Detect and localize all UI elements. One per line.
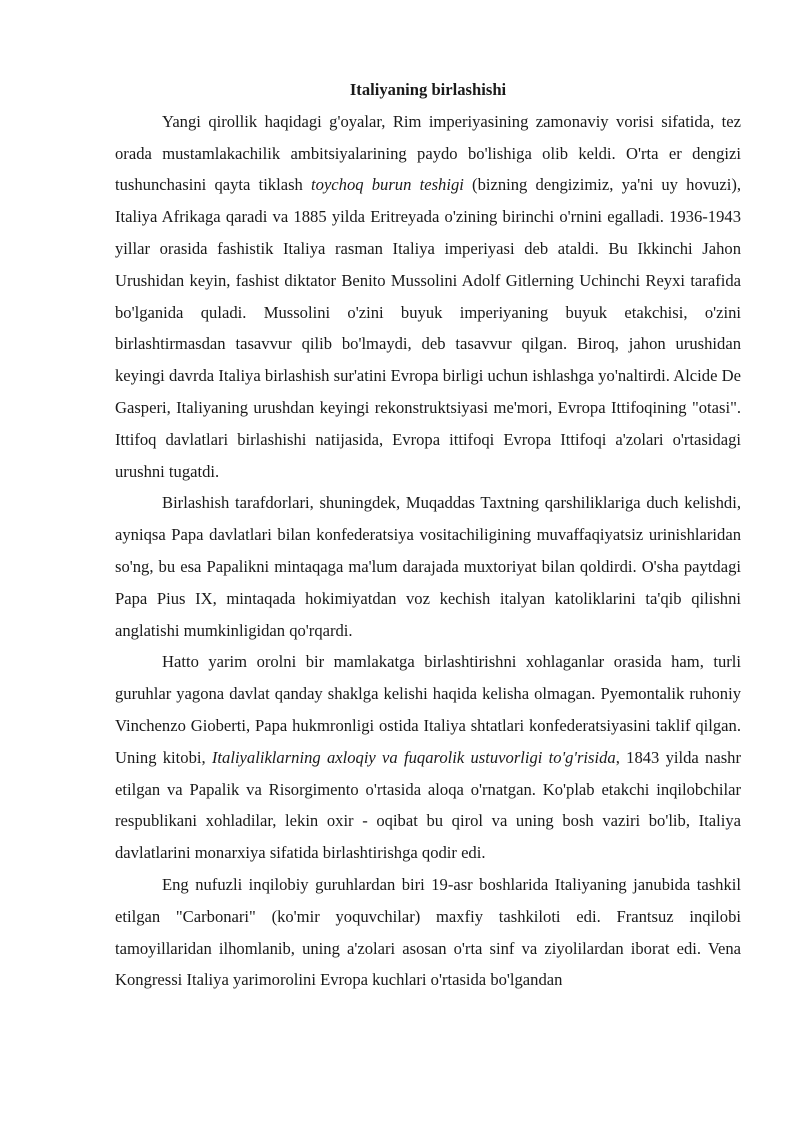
paragraph-1 <box>115 106 741 488</box>
paragraph-2: Birlashish tarafdorlari, shuningdek, Muqaddas Taxtning qarshiliklariga duch kelishdi, ayniqsa Papa davlatlari bilan konfederatsiya vositachiligining muvaffaqiyatsiz urinishlaridan so'ng, bu esa Papalikni mintaqaga ma'lum darajada muxtoriyat bilan qoldirdi. O'sha paytdagi Papa Pius IX, mintaqada hokimiyatdan voz kechish italyan katoliklarini ta'qib qilishni anglatishi mumkinligidan qo'rqardi. <box>115 493 741 640</box>
book-title-italic: Italiyaliklarning axloqiy va fuqarolik ustuvorligi to'g'risida <box>211 747 616 767</box>
document-title: Italiyaning birlashishi <box>349 80 507 99</box>
paragraph-4: Eng nufuzli inqilobiy guruhlardan biri 19-asr boshlarida Italiyaning janubida tashkil etilgan "Carbonari" (ko'mir yoquvchilar) maxfiy tashkiloti edi. Frantsuz inqilobi tamoyillaridan ilhomlanib, uning a'zolari asosan o'rta sinf va ziyolilardan iborat edi. Vena Kongressi Italiya yarimorolini Evropa kuchlari o'rtasida bo'lgandan <box>115 874 741 990</box>
paragraph-1-text-c: (bizning dengizimiz, ya'ni uy hovuzi), Italiya Afrikaga qaradi va 1885 yilda Eritreyada o'zining birinchi o'rnini egalladi. 1936-1943 yillar orasida fashistik Italiya rasman Italiya imperiyasi deb ataldi. Bu Ikkinchi Jahon Urushidan keyin, fashist diktator Benito Mussolini Adolf Gitlerning Uchinchi Reyxi tarafida bo'lganida quladi. Mussolini o'zini buyuk imperiyaning buyuk etakchisi, o'zini birlashtirmasdan tasavvur qilib bo'lmaydi, deb tasavvur qilgan. Biroq, jahon urushidan keyingi davrda Italiya birlashish sur'atini Evropa birligi uchun ishlashga yo'naltirdi. Alcide De Gasperi, Italiyaning urushdan keyingi rekonstruktsiyasi me'mori, Evropa Ittifoqining "otasi". Ittifoq davlatlari birlashishi natijasida, Evropa ittifoqi Evropa Ittifoqi a'zolari o'rtasidagi urushni tugatdi. <box>115 175 742 481</box>
document-body <box>115 74 741 996</box>
paragraph-3-text-a: Hatto yarim orolni bir mamlakatga birlashtirishni xohlaganlar orasida ham, turli guruhlar yagona davlat qanday shaklga kelishi haqida kelisha olmagan. Pyemontalik ruhoniy Vinchenzo Gioberti, Papa hukmronligi ostida Italiya shtatlari konfederatsiyasini taklif qilgan. Uning kitobi, <box>115 652 741 767</box>
paragraph-1-text-a: Yangi qirollik haqidagi g'oyalar, Rim imperiyasining zamonaviy vorisi sifatida, tez orada mustamlakachilik ambitsiyalarining paydo bo'lishiga olib keldi. O'rta er dengizi tushunchasini qayta tiklash <box>115 111 741 195</box>
paragraph-1-italic: toychoq burun teshigi <box>311 175 464 195</box>
paragraph-3-text-c: , 1843 yilda nashr etilgan va Papalik va Risorgimento o'rtasida aloqa o'rnatgan. Ko'plab etakchi inqilobchilar respublikani xohladilar, lekin oxir - oqibat bu qirol va uning bosh vaziri bo'lib, Italiya davlatlarini monarxiya sifatida birlashtirishga qodir edi. <box>115 747 741 863</box>
paragraph-3 <box>115 646 741 869</box>
